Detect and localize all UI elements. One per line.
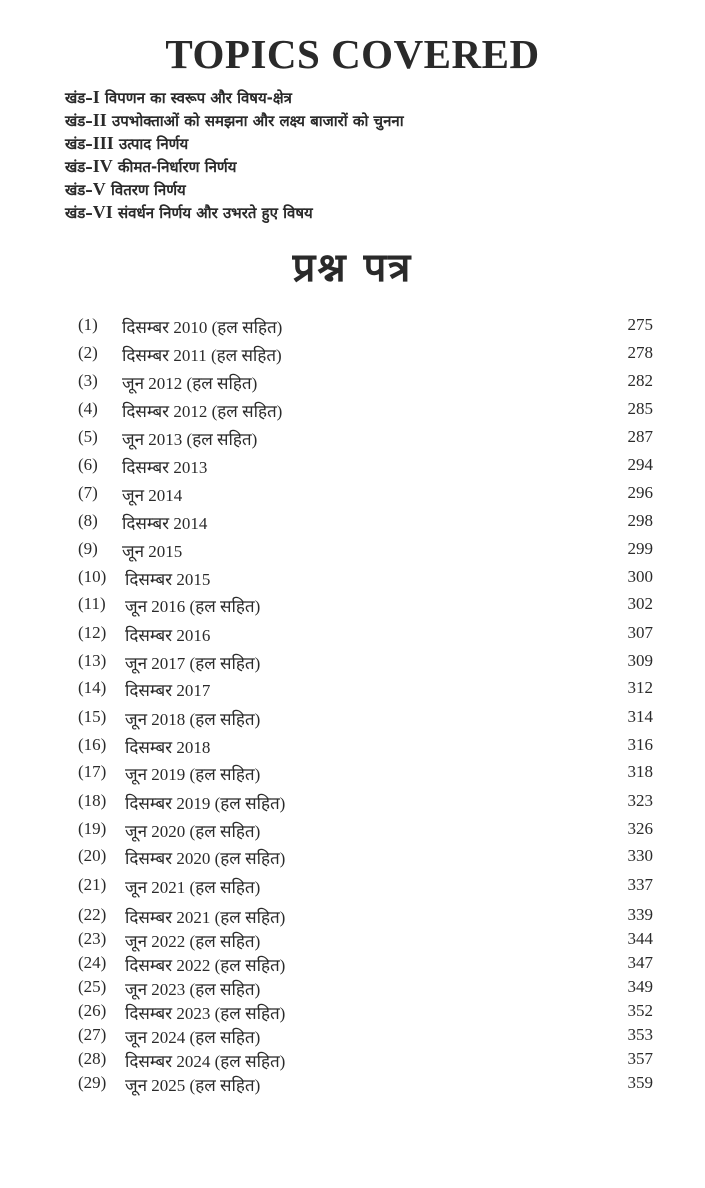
paper-page-number: 282 <box>627 371 653 390</box>
topic-text: कीमत-निर्धारण निर्णय <box>112 158 237 176</box>
paper-row <box>78 791 653 815</box>
paper-page-number: 296 <box>627 483 653 502</box>
paper-page-number: 344 <box>627 929 653 948</box>
paper-row <box>78 1073 653 1097</box>
paper-label: जून 2017 (हल सहित) <box>125 654 261 673</box>
paper-label: दिसम्बर 2015 <box>125 570 211 589</box>
paper-row <box>78 651 653 675</box>
paper-label: दिसम्बर 2012 (हल सहित) <box>122 402 283 421</box>
paper-row <box>78 819 653 843</box>
paper-row <box>78 678 653 702</box>
paper-page-number: 312 <box>627 678 653 697</box>
topic-text: उपभोक्ताओं को समझना और लक्ष्य बाजारों को चुनना <box>106 112 404 130</box>
paper-row <box>78 567 653 591</box>
topic-roman: V <box>92 179 106 199</box>
paper-number: (1) <box>78 315 98 334</box>
paper-label: जून 2018 (हल सहित) <box>125 710 261 729</box>
paper-number: (25) <box>78 977 107 996</box>
paper-label: जून 2022 (हल सहित) <box>125 932 261 951</box>
paper-page-number: 337 <box>627 875 653 894</box>
topic-roman: IV <box>92 156 113 176</box>
paper-label: दिसम्बर 2019 (हल सहित) <box>125 794 286 813</box>
paper-label: जून 2015 <box>122 542 183 561</box>
paper-label: दिसम्बर 2023 (हल सहित) <box>125 1004 286 1023</box>
paper-label: जून 2012 (हल सहित) <box>122 374 258 393</box>
paper-row <box>78 846 653 870</box>
topic-text: विपणन का स्वरूप और विषय-क्षेत्र <box>99 89 292 107</box>
paper-number: (7) <box>78 483 98 502</box>
paper-label: जून 2020 (हल सहित) <box>125 822 261 841</box>
topic-prefix: खंड– <box>65 181 93 199</box>
paper-page-number: 294 <box>627 455 653 474</box>
paper-label: जून 2014 <box>122 486 183 505</box>
topic-text: उत्पाद निर्णय <box>113 135 189 153</box>
paper-label: दिसम्बर 2014 <box>122 514 208 533</box>
topic-prefix: खंड– <box>65 89 93 107</box>
paper-page-number: 357 <box>627 1049 653 1068</box>
paper-page-number: 349 <box>627 977 653 996</box>
paper-page-number: 300 <box>627 567 653 586</box>
paper-row <box>78 1001 653 1025</box>
paper-page-number: 275 <box>627 315 653 334</box>
paper-row <box>78 977 653 1001</box>
paper-number: (18) <box>78 791 107 810</box>
paper-row <box>78 455 653 479</box>
question-papers-heading: प्रश्न पत्र <box>292 245 413 291</box>
paper-page-number: 318 <box>627 762 653 781</box>
topic-item <box>65 86 685 109</box>
topic-item <box>65 109 685 132</box>
topic-item <box>65 201 685 224</box>
paper-number: (23) <box>78 929 107 948</box>
paper-page-number: 298 <box>627 511 653 530</box>
paper-number: (12) <box>78 623 107 642</box>
paper-number: (2) <box>78 343 98 362</box>
paper-label: दिसम्बर 2017 <box>125 681 211 700</box>
paper-row <box>78 427 653 451</box>
paper-number: (17) <box>78 762 107 781</box>
paper-number: (16) <box>78 735 107 754</box>
topics-list <box>65 86 685 224</box>
topic-roman: VI <box>92 202 113 222</box>
paper-number: (19) <box>78 819 107 838</box>
paper-row <box>78 511 653 535</box>
paper-number: (4) <box>78 399 98 418</box>
paper-page-number: 314 <box>627 707 653 726</box>
topic-roman: II <box>92 110 107 130</box>
paper-label: दिसम्बर 2022 (हल सहित) <box>125 956 286 975</box>
paper-row <box>78 707 653 731</box>
paper-page-number: 330 <box>627 846 653 865</box>
page-title: TOPICS COVERED <box>165 31 540 77</box>
paper-page-number: 309 <box>627 651 653 670</box>
paper-label: दिसम्बर 2024 (हल सहित) <box>125 1052 286 1071</box>
paper-row <box>78 594 653 618</box>
paper-label: दिसम्बर 2020 (हल सहित) <box>125 849 286 868</box>
paper-label: जून 2023 (हल सहित) <box>125 980 261 999</box>
paper-number: (11) <box>78 594 106 613</box>
paper-row <box>78 315 653 339</box>
topic-text: वितरण निर्णय <box>105 181 186 199</box>
topic-prefix: खंड– <box>65 158 93 176</box>
paper-label: जून 2024 (हल सहित) <box>125 1028 261 1047</box>
paper-label: जून 2019 (हल सहित) <box>125 765 261 784</box>
paper-row <box>78 483 653 507</box>
paper-number: (6) <box>78 455 98 474</box>
paper-page-number: 323 <box>627 791 653 810</box>
paper-label: दिसम्बर 2018 <box>125 738 211 757</box>
topic-roman: I <box>92 87 100 107</box>
paper-row <box>78 953 653 977</box>
paper-number: (15) <box>78 707 107 726</box>
topic-item <box>65 155 685 178</box>
paper-number: (13) <box>78 651 107 670</box>
paper-number: (3) <box>78 371 98 390</box>
paper-page-number: 302 <box>627 594 653 613</box>
paper-label: दिसम्बर 2011 (हल सहित) <box>122 346 282 365</box>
topic-text: संवर्धन निर्णय और उभरते हुए विषय <box>112 204 313 222</box>
paper-row <box>78 762 653 786</box>
paper-number: (27) <box>78 1025 107 1044</box>
paper-page-number: 307 <box>627 623 653 642</box>
paper-number: (14) <box>78 678 107 697</box>
paper-number: (29) <box>78 1073 107 1092</box>
paper-page-number: 326 <box>627 819 653 838</box>
paper-number: (5) <box>78 427 98 446</box>
paper-page-number: 278 <box>627 343 653 362</box>
topic-prefix: खंड– <box>65 112 93 130</box>
paper-number: (24) <box>78 953 107 972</box>
topic-roman: III <box>92 133 114 153</box>
paper-page-number: 316 <box>627 735 653 754</box>
paper-page-number: 285 <box>627 399 653 418</box>
topic-item <box>65 132 685 155</box>
paper-label: जून 2016 (हल सहित) <box>125 597 261 616</box>
topic-prefix: खंड– <box>65 135 93 153</box>
topic-prefix: खंड– <box>65 204 93 222</box>
paper-row <box>78 929 653 953</box>
paper-label: दिसम्बर 2010 (हल सहित) <box>122 318 283 337</box>
paper-label: जून 2025 (हल सहित) <box>125 1076 261 1095</box>
paper-row <box>78 343 653 367</box>
paper-number: (10) <box>78 567 107 586</box>
paper-page-number: 359 <box>627 1073 653 1092</box>
paper-row <box>78 735 653 759</box>
paper-label: जून 2013 (हल सहित) <box>122 430 258 449</box>
paper-row <box>78 875 653 899</box>
paper-label: दिसम्बर 2021 (हल सहित) <box>125 908 286 927</box>
paper-row <box>78 371 653 395</box>
paper-page-number: 353 <box>627 1025 653 1044</box>
paper-row <box>78 905 653 929</box>
topic-item <box>65 178 685 201</box>
paper-page-number: 287 <box>627 427 653 446</box>
paper-number: (22) <box>78 905 107 924</box>
paper-page-number: 339 <box>627 905 653 924</box>
paper-row <box>78 539 653 563</box>
paper-number: (9) <box>78 539 98 558</box>
paper-page-number: 352 <box>627 1001 653 1020</box>
paper-page-number: 347 <box>627 953 653 972</box>
paper-label: दिसम्बर 2016 <box>125 626 211 645</box>
paper-number: (28) <box>78 1049 107 1068</box>
paper-row <box>78 1049 653 1073</box>
paper-number: (20) <box>78 846 107 865</box>
paper-label: दिसम्बर 2013 <box>122 458 208 477</box>
paper-row <box>78 1025 653 1049</box>
paper-row <box>78 399 653 423</box>
paper-number: (8) <box>78 511 98 530</box>
paper-page-number: 299 <box>627 539 653 558</box>
paper-number: (26) <box>78 1001 107 1020</box>
paper-number: (21) <box>78 875 107 894</box>
paper-label: जून 2021 (हल सहित) <box>125 878 261 897</box>
paper-row <box>78 623 653 647</box>
